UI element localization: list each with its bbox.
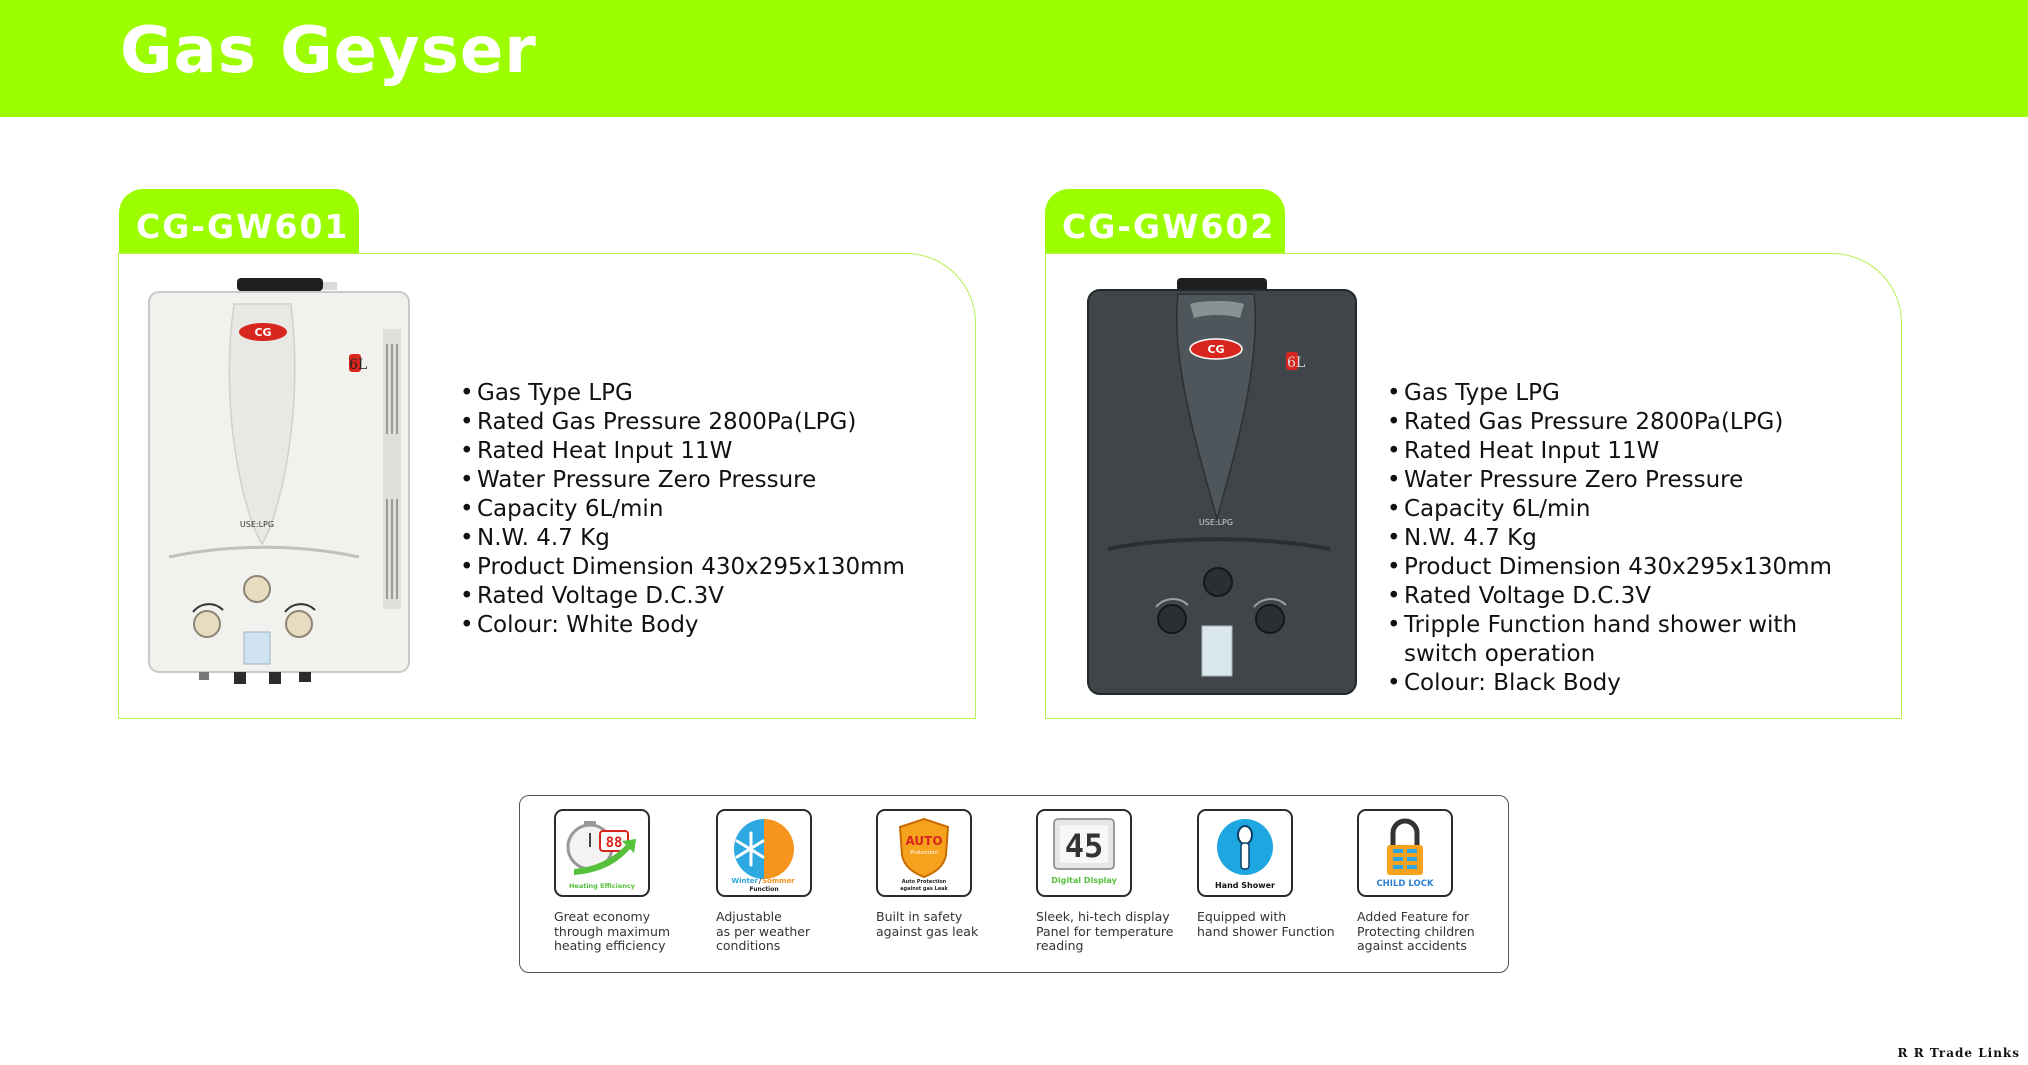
caption-separator: /	[758, 877, 762, 885]
spec-list	[460, 379, 960, 640]
spec-item: • Product Dimension 430x295x130mm	[1387, 553, 1887, 582]
digital-display-icon	[1036, 809, 1132, 897]
child-lock-caption: CHILD LOCK	[1376, 879, 1434, 889]
spec-list	[1387, 379, 1887, 698]
spec-item: • Capacity 6L/min	[460, 495, 960, 524]
feature-description: Built in safety against gas leak	[876, 909, 979, 939]
capacity-badge: 6L	[349, 357, 368, 373]
auto-protection-caption-line: against gas Leak	[900, 886, 948, 892]
product-model-tab	[119, 189, 359, 255]
feature-item	[1357, 809, 1507, 954]
feature-description: Great economy through maximum heating efficiency	[554, 909, 671, 953]
spec-item: • Colour: White Body	[460, 611, 960, 640]
spec-item: • Product Dimension 430x295x130mm	[460, 553, 960, 582]
digital-display-value: 45	[1064, 827, 1104, 865]
spec-item: • Rated Gas Pressure 2800Pa(LPG)	[460, 408, 960, 437]
feature-description: Added Feature for Protecting children against accidents	[1357, 909, 1475, 953]
feature-item	[1197, 809, 1347, 939]
heating-display-text: 88	[605, 835, 623, 851]
summer-caption: Sommer	[762, 877, 795, 885]
spec-item: • Gas Type LPG	[1387, 379, 1887, 408]
page-title: Gas Geyser	[120, 14, 537, 88]
auto-badge-sub: Protection	[910, 850, 938, 856]
spec-item: • Water Pressure Zero Pressure	[1387, 466, 1887, 495]
product-model-label: CG-GW602	[1062, 207, 1276, 246]
product-model-label: CG-GW601	[136, 207, 350, 246]
footer-company: R R Trade Links	[1897, 1046, 2020, 1060]
spec-item: • Gas Type LPG	[460, 379, 960, 408]
product-card	[1045, 253, 1902, 719]
product-model-tab	[1045, 189, 1285, 255]
feature-item	[1036, 809, 1186, 954]
product-card	[118, 253, 976, 719]
spec-item: • Rated Heat Input 11W	[1387, 437, 1887, 466]
auto-badge: AUTO	[905, 834, 943, 848]
panel-label: USE:LPG	[239, 520, 275, 529]
spec-item: • Tripple Function hand shower with switch operation	[1387, 611, 1887, 669]
feature-description: Equipped with hand shower Function	[1197, 909, 1335, 939]
digital-display-caption: Digital Display	[1051, 876, 1117, 885]
spec-item: • N.W. 4.7 Kg	[460, 524, 960, 553]
spec-item: • Colour: Black Body	[1387, 669, 1887, 698]
black-geyser-image	[1082, 274, 1362, 714]
spec-item: • Rated Heat Input 11W	[460, 437, 960, 466]
winter-caption: Winter	[731, 877, 758, 885]
spec-item: • Water Pressure Zero Pressure	[460, 466, 960, 495]
winter-summer-icon	[716, 809, 812, 897]
features-panel	[519, 795, 1509, 973]
feature-item	[716, 809, 866, 954]
spec-item: • Capacity 6L/min	[1387, 495, 1887, 524]
child-lock-icon	[1357, 809, 1453, 897]
panel-label: USE:LPG	[1198, 518, 1234, 527]
auto-protection-caption-line: Auto Protection	[901, 879, 947, 885]
spec-item: • Rated Voltage D.C.3V	[1387, 582, 1887, 611]
spec-item: • Rated Voltage D.C.3V	[460, 582, 960, 611]
feature-item	[554, 809, 704, 954]
heating-efficiency-caption: Heating Efficiency	[568, 882, 636, 890]
spec-item: • N.W. 4.7 Kg	[1387, 524, 1887, 553]
feature-description: Sleek, hi-tech display Panel for temperature reading	[1036, 909, 1174, 953]
hand-shower-caption: Hand Shower	[1214, 881, 1276, 890]
hand-shower-icon	[1197, 809, 1293, 897]
feature-description: Adjustable as per weather conditions	[716, 909, 811, 953]
feature-item	[876, 809, 1026, 939]
capacity-badge: 6L	[1287, 355, 1306, 371]
auto-protection-icon	[876, 809, 972, 897]
brand-badge: CG	[254, 326, 272, 339]
function-caption: Function	[749, 886, 779, 893]
heating-efficiency-icon	[554, 809, 650, 897]
header-banner	[0, 0, 2028, 117]
brand-badge: CG	[1207, 343, 1225, 356]
spec-item: • Rated Gas Pressure 2800Pa(LPG)	[1387, 408, 1887, 437]
white-geyser-image	[139, 274, 419, 714]
